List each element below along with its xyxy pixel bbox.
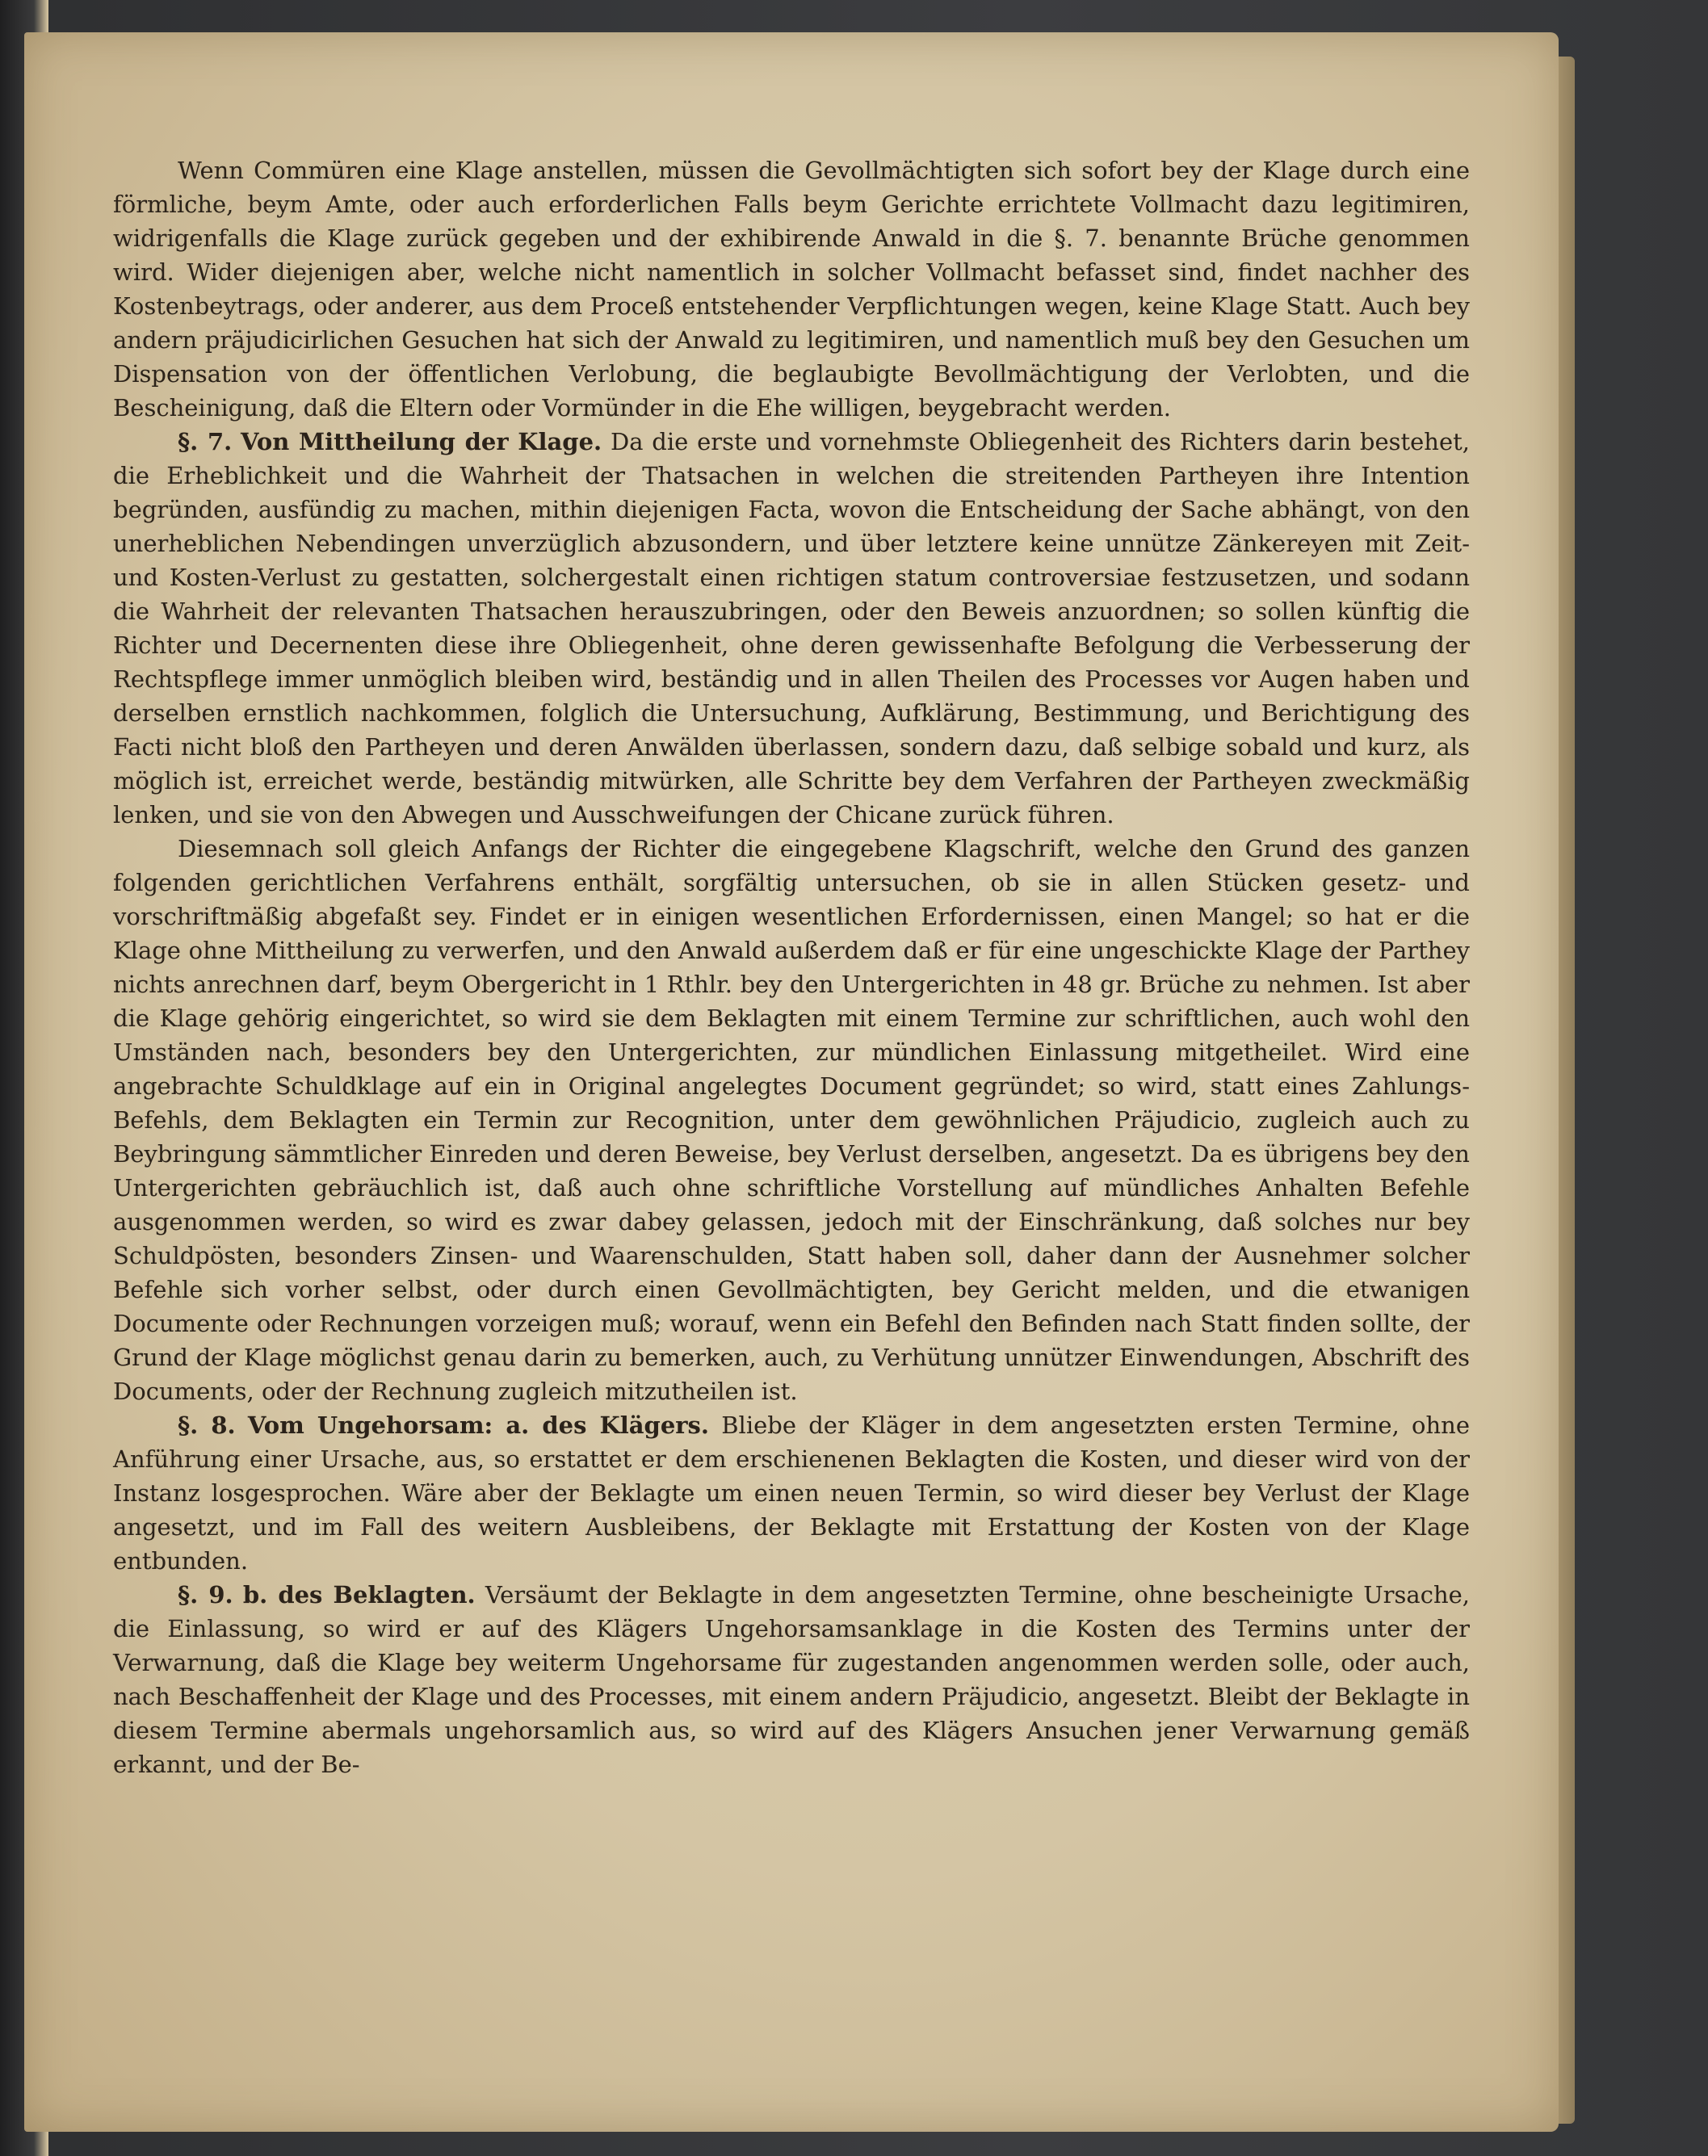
paragraph-intro-text: Wenn Commüren eine Klage anstellen, müssen die Gevollmächtigten sich sofort bey der Klage durch eine förmliche, beym Amte, oder auch erforderlichen Falls beym Gerichte errichtete Vollmacht dazu legitimiren, widrigenfalls die Klage zurück gegeben und der exhibirende Anwald in die §. 7. benannte Brüche genommen wird. Wider diejenigen aber, welche nicht namentlich in solcher Vollmacht befasset sind, findet nachher des Kostenbeytrags, oder anderer, aus dem Proceß entstehender Verpflichtungen wegen, keine Klage Statt. Auch bey andern präjudicirlichen Gesuchen hat sich der Anwald zu legitimiren, und namentlich muß bey den Gesuchen um Dispensation von der öffentlichen Verlobung, die beglaubigte Bevollmächtigung der Verlobten, und die Bescheinigung, daß die Eltern oder Vormünder in die Ehe willigen, beygebracht werden. xyxy=(113,157,1470,422)
paragraph-klagschrift xyxy=(113,832,1470,1408)
section-number-7: §. 7. xyxy=(178,428,233,455)
section-number-8: §. 8. xyxy=(178,1411,236,1439)
document-page xyxy=(24,32,1559,2132)
section-heading-8: Vom Ungehorsam: a. des Klägers. xyxy=(247,1411,709,1439)
paragraph-klagschrift-text: Diesemnach soll gleich Anfangs der Richter die eingegebene Klagschrift, welche den Grund des ganzen folgenden gerichtlichen Verfahrens enthält, sorgfältig untersuchen, ob sie in allen Stücken gesetz- und vorschriftmäßig abgefaßt sey. Findet er in einigen wesentlichen Erfordernissen, einen Mangel; so hat er die Klage ohne Mittheilung zu verwerfen, und den Anwald außerdem daß er für eine ungeschickte Klage der Parthey nichts anrechnen darf, beym Obergericht in 1 Rthlr. bey den Untergerichten in 48 gr. Brüche zu nehmen. Ist aber die Klage gehörig eingerichtet, so wird sie dem Beklagten mit einem Termine zur schriftlichen, auch wohl den Umständen nach, besonders bey den Untergerichten, zur mündlichen Einlassung mitgetheilet. Wird eine angebrachte Schuldklage auf ein in Original angelegtes Document gegründet; so wird, statt eines Zahlungs-Befehls, dem Beklagten ein Termin zur Recognition, unter dem gewöhnlichen Präjudicio, zugleich auch zu Beybringung sämmtlicher Einreden und deren Beweise, bey Verlust derselben, angesetzt. Da es übrigens bey den Untergerichten gebräuchlich ist, daß auch ohne schriftliche Vorstellung auf mündliches Anhalten Befehle ausgenommen werden, so wird es zwar dabey gelassen, jedoch mit der Einschränkung, daß solches nur bey Schuldpösten, besonders Zinsen- und Waarenschulden, Statt haben soll, daher dann der Ausnehmer solcher Befehle sich vorher selbst, oder durch einen Gevollmächtigten, bey Gericht melden, und die etwanigen Documente oder Rechnungen vorzeigen muß; worauf, wenn ein Befehl den Befinden nach Statt finden sollte, der Grund der Klage möglichst genau darin zu bemerken, auch, zu Verhütung unnützer Einwendungen, Abschrift des Documents, oder der Rechnung zugleich mitzutheilen ist. xyxy=(113,835,1470,1405)
section-number-9: §. 9. xyxy=(178,1581,233,1609)
section-text-7: Da die erste und vornehmste Obliegenheit des Richters darin bestehet, die Erheblichkeit und die Wahrheit der Thatsachen in welchen die streitenden Partheyen ihre Intention begründen, ausfündig zu machen, mithin diejenigen Facta, wovon die Entscheidung der Sache abhängt, von den unerheblichen Nebendingen unverzüglich abzusondern, und über letztere keine unnütze Zänkereyen mit Zeit- und Kosten-Verlust zu gestatten, solchergestalt einen richtigen statum controversiae festzusetzen, und sodann die Wahrheit der relevanten Thatsachen herauszubringen, oder den Beweis anzuordnen; so sollen künftig die Richter und Decernenten diese ihre Obliegenheit, ohne deren gewissenhafte Befolgung die Verbesserung der Rechtspflege immer unmöglich bleiben wird, beständig und in allen Theilen des Processes vor Augen haben und derselben ernstlich nachkommen, folglich die Untersuchung, Aufklärung, Bestimmung, und Berichtigung des Facti nicht bloß den Partheyen und deren Anwälden überlassen, sondern dazu, daß selbige sobald und kurz, als möglich ist, erreichet werde, beständig mitwürken, alle Schritte bey dem Verfahren der Partheyen zweckmäßig lenken, und sie von den Abwegen und Ausschweifungen der Chicane zurück führen. xyxy=(113,428,1471,828)
section-text-9: Versäumt der Beklagte in dem angesetzten Termine, ohne bescheinigte Ursache, die Einlassung, so wird er auf des Klägers Ungehorsamsanklage in die Kosten des Termins unter der Verwarnung, daß die Klage bey weiterm Ungehorsame für zugestanden angenommen werden solle, oder auch, nach Beschaffenheit der Klage und des Processes, mit einem andern Präjudicio, angesetzt. Bleibt der Beklagte in diesem Termine abermals ungehorsamlich aus, so wird auf des Klägers Ansuchen jener Verwarnung gemäß erkannt, und der Be- xyxy=(113,1581,1471,1778)
section-text-8: Bliebe der Kläger in dem angesetzten ersten Termine, ohne Anführung einer Ursache, aus, so erstattet er dem erschienenen Beklagten die Kosten, und dieser wird von der Instanz losgesprochen. Wäre aber der Beklagte um einen neuen Termin, so wird dieser bey Verlust der Klage angesetzt, und im Fall des weitern Ausbleibens, der Beklagte mit Erstattung der Kosten von der Klage entbunden. xyxy=(113,1411,1471,1575)
page-body-text xyxy=(113,153,1470,1781)
paragraph-section-7 xyxy=(113,425,1470,832)
section-heading-9: b. des Beklagten. xyxy=(242,1581,476,1609)
section-heading-7: Von Mittheilung der Klage. xyxy=(241,428,602,455)
paragraph-section-9 xyxy=(113,1578,1470,1781)
paragraph-intro xyxy=(113,153,1470,425)
paragraph-section-8 xyxy=(113,1408,1470,1578)
